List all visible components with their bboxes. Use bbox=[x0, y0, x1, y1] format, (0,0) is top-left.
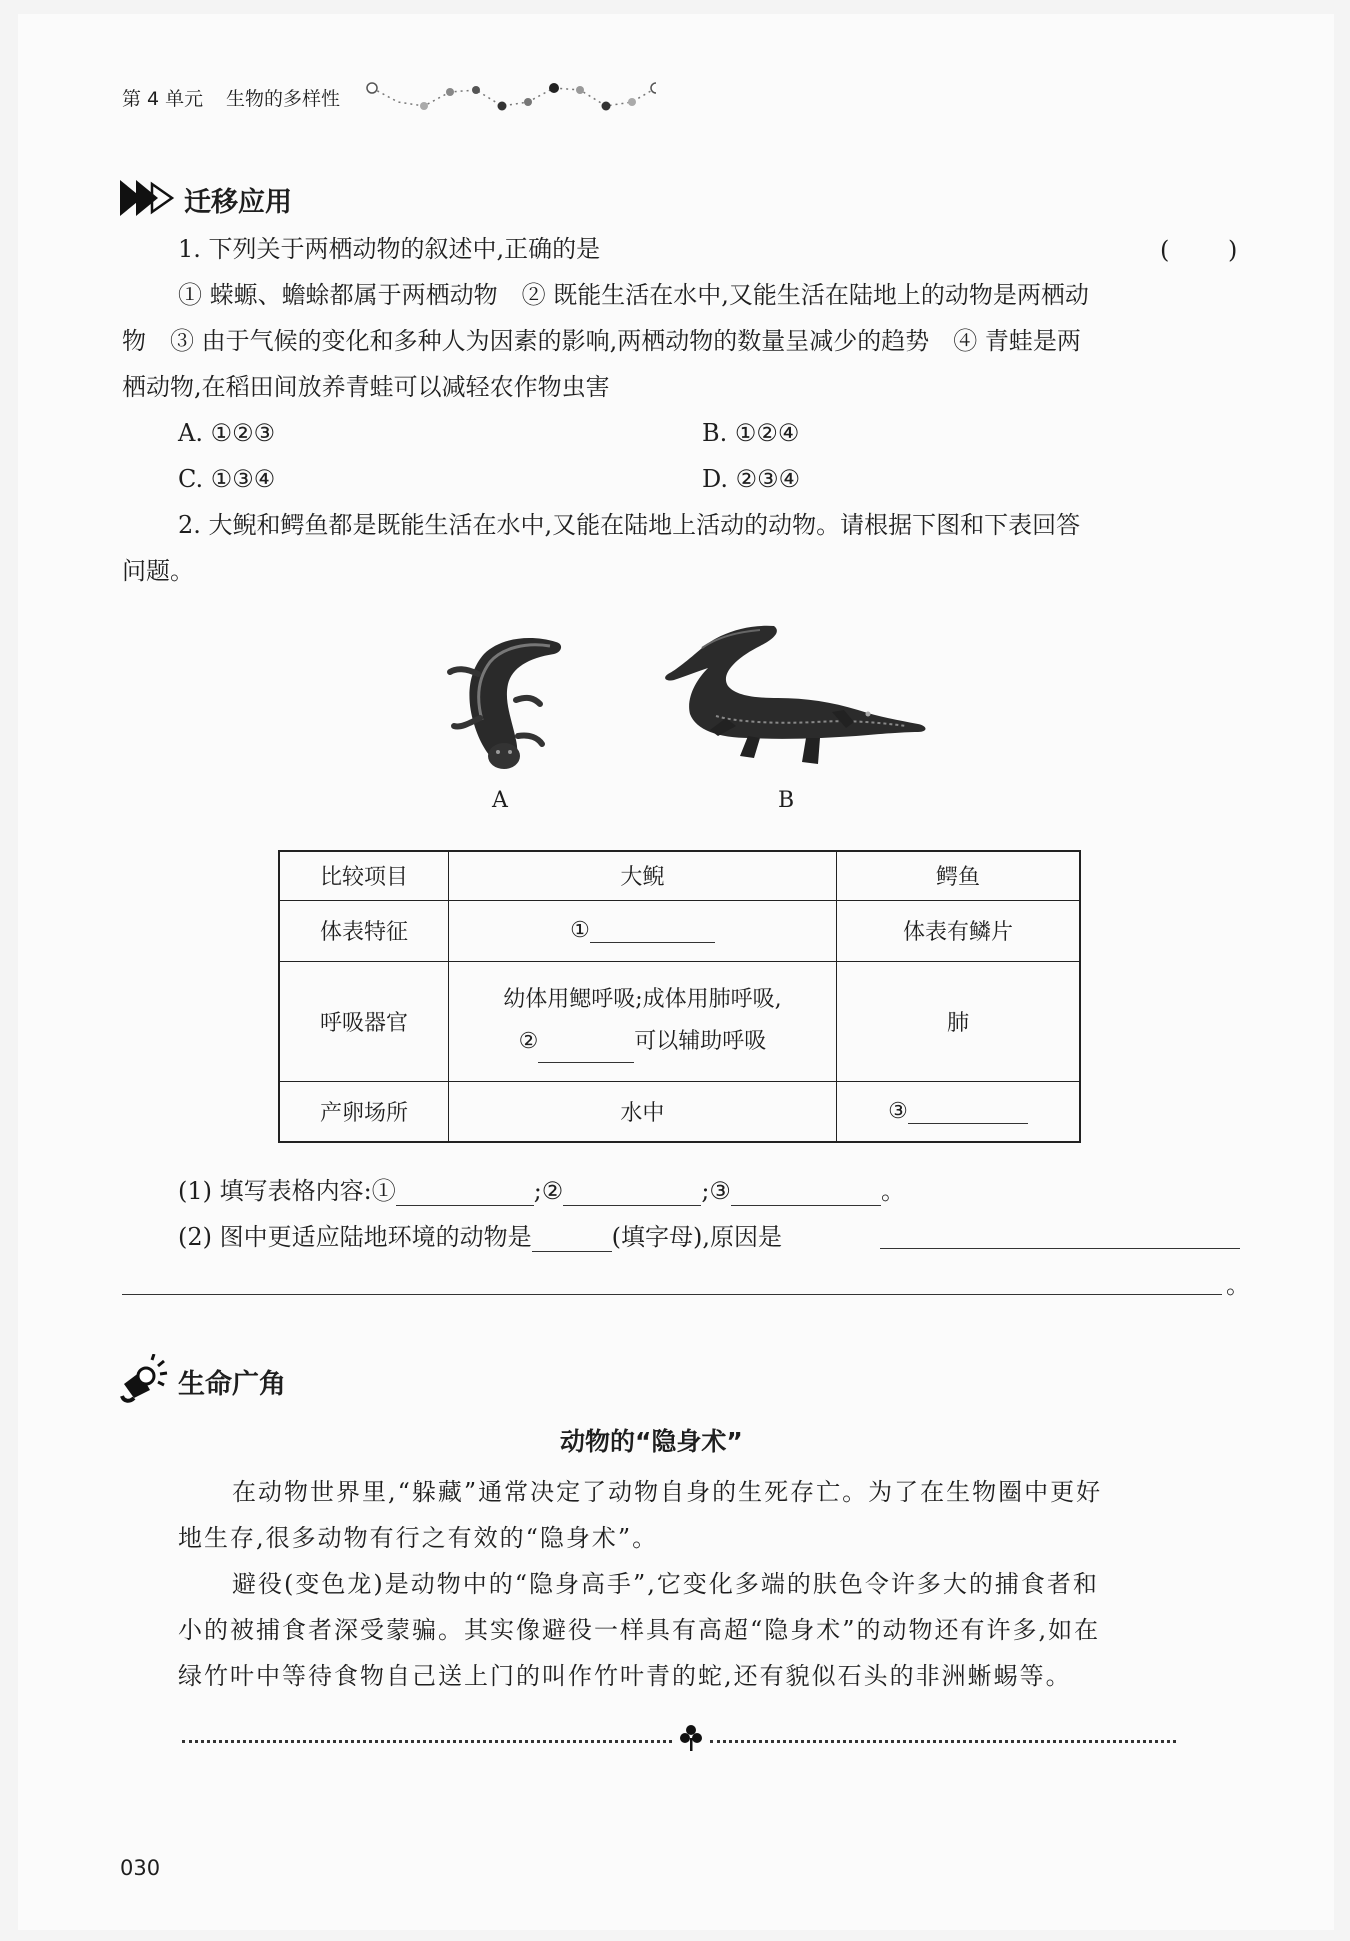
table-header-row bbox=[279, 851, 1080, 900]
sub1-sep: ;② bbox=[533, 1177, 564, 1205]
q1-option-a: A. ①②③ bbox=[178, 419, 276, 447]
answer-blank-2[interactable] bbox=[538, 1040, 634, 1063]
sub2-mid: (填字母),原因是 bbox=[611, 1223, 782, 1251]
q1-option-c: C. ①③④ bbox=[178, 465, 276, 493]
reason-blank-line-2[interactable] bbox=[122, 1294, 1222, 1295]
respiration-suffix: 可以辅助呼吸 bbox=[634, 1029, 767, 1054]
fill-blank-letter[interactable] bbox=[532, 1229, 612, 1252]
sub2-end: 。 bbox=[1226, 1271, 1250, 1299]
figure-label-a: A bbox=[492, 788, 508, 813]
header-dot-decoration bbox=[366, 80, 656, 116]
unit-label: 第 4 单元 bbox=[122, 88, 204, 110]
table-row bbox=[279, 900, 1080, 961]
row-value: 肺 bbox=[836, 961, 1080, 1081]
fill-cell-1 bbox=[448, 900, 836, 961]
article-line: 在动物世界里,“躲藏”通常决定了动物自身的生死存亡。为了在生物圈中更好 bbox=[232, 1478, 1103, 1506]
article-line: 避役(变色龙)是动物中的“隐身高手”,它变化多端的肤色令许多大的捕食者和 bbox=[232, 1570, 1099, 1598]
q2-stem-cont: 问题。 bbox=[122, 557, 194, 585]
answer-blank-1[interactable] bbox=[590, 920, 715, 943]
table-header: 比较项目 bbox=[279, 851, 448, 900]
blank-marker: ③ bbox=[888, 1098, 908, 1124]
unit-title: 生物的多样性 bbox=[226, 88, 341, 110]
answer-blank-3[interactable] bbox=[908, 1101, 1028, 1124]
double-arrow-icon bbox=[120, 180, 176, 216]
q1-stem: 1. 下列关于两栖动物的叙述中,正确的是 bbox=[178, 235, 601, 263]
dotted-divider-right bbox=[710, 1740, 1176, 1743]
reason-blank-line-1[interactable] bbox=[880, 1248, 1240, 1249]
dotted-divider-left bbox=[182, 1740, 672, 1743]
table-header: 大鲵 bbox=[448, 851, 836, 900]
blank-marker: ② bbox=[518, 1029, 539, 1054]
figure-label-b: B bbox=[778, 788, 795, 813]
table-header: 鳄鱼 bbox=[836, 851, 1080, 900]
q1-statement-line: 物 ③ 由于气候的变化和多种人为因素的影响,两栖动物的数量呈减少的趋势 ④ 青蛙是两 bbox=[122, 327, 1081, 355]
sub2-text: (2) 图中更适应陆地环境的动物是 bbox=[178, 1223, 532, 1251]
article-title: 动物的“隐身术” bbox=[560, 1427, 743, 1456]
comparison-table bbox=[278, 850, 1081, 1143]
megaphone-icon bbox=[120, 1354, 168, 1404]
page-number: 030 bbox=[120, 1856, 161, 1880]
sub1-sep: ;③ bbox=[701, 1177, 731, 1205]
q1-option-d: D. ②③④ bbox=[702, 465, 801, 493]
answer-paren-close: ) bbox=[1228, 236, 1238, 264]
sub1-text: (1) 填写表格内容:① bbox=[178, 1177, 396, 1205]
section-title-transfer: 迁移应用 bbox=[184, 187, 292, 218]
fill-blank-3[interactable] bbox=[731, 1183, 881, 1206]
table-row bbox=[279, 961, 1080, 1081]
q2-stem: 2. 大鲵和鳄鱼都是既能生活在水中,又能在陆地上活动的动物。请根据下图和下表回答 bbox=[178, 511, 1081, 539]
sub-question-1 bbox=[178, 1176, 905, 1206]
article-line: 绿竹叶中等待食物自己送上门的叫作竹叶青的蛇,还有貌似石头的非洲蜥蜴等。 bbox=[178, 1662, 1072, 1690]
row-item: 呼吸器官 bbox=[279, 961, 448, 1081]
row-value: 水中 bbox=[448, 1081, 836, 1142]
row-value: 体表有鳞片 bbox=[836, 900, 1080, 961]
sub-question-2 bbox=[178, 1222, 782, 1252]
article-line: 地生存,很多动物有行之有效的“隐身术”。 bbox=[178, 1524, 659, 1552]
giant-salamander-image bbox=[430, 628, 570, 776]
fill-blank-2[interactable] bbox=[563, 1183, 701, 1206]
crocodile-image bbox=[656, 618, 928, 768]
row-item: 体表特征 bbox=[279, 900, 448, 961]
row-item: 产卵场所 bbox=[279, 1081, 448, 1142]
sub1-end: 。 bbox=[880, 1177, 905, 1205]
answer-paren-open: ( bbox=[1160, 236, 1170, 264]
fill-cell-3 bbox=[836, 1081, 1080, 1142]
q1-statement-line: 栖动物,在稻田间放养青蛙可以减轻农作物虫害 bbox=[122, 373, 610, 401]
fill-blank-1[interactable] bbox=[396, 1183, 534, 1206]
table-row bbox=[279, 1081, 1080, 1142]
q1-option-b: B. ①②④ bbox=[702, 419, 800, 447]
clover-icon bbox=[679, 1724, 703, 1752]
fill-cell-2 bbox=[448, 961, 836, 1081]
q1-statement-line: ① 蝾螈、蟾蜍都属于两栖动物 ② 既能生活在水中,又能生活在陆地上的动物是两栖动 bbox=[178, 281, 1089, 309]
respiration-text: 幼体用鳃呼吸;成体用肺呼吸, bbox=[503, 987, 782, 1012]
blank-marker: ① bbox=[570, 918, 590, 943]
article-line: 小的被捕食者深受蒙骗。其实像避役一样具有高超“隐身术”的动物还有许多,如在 bbox=[178, 1616, 1101, 1644]
respiration-blank-line bbox=[449, 1021, 836, 1063]
section-title-life: 生命广角 bbox=[178, 1369, 286, 1400]
